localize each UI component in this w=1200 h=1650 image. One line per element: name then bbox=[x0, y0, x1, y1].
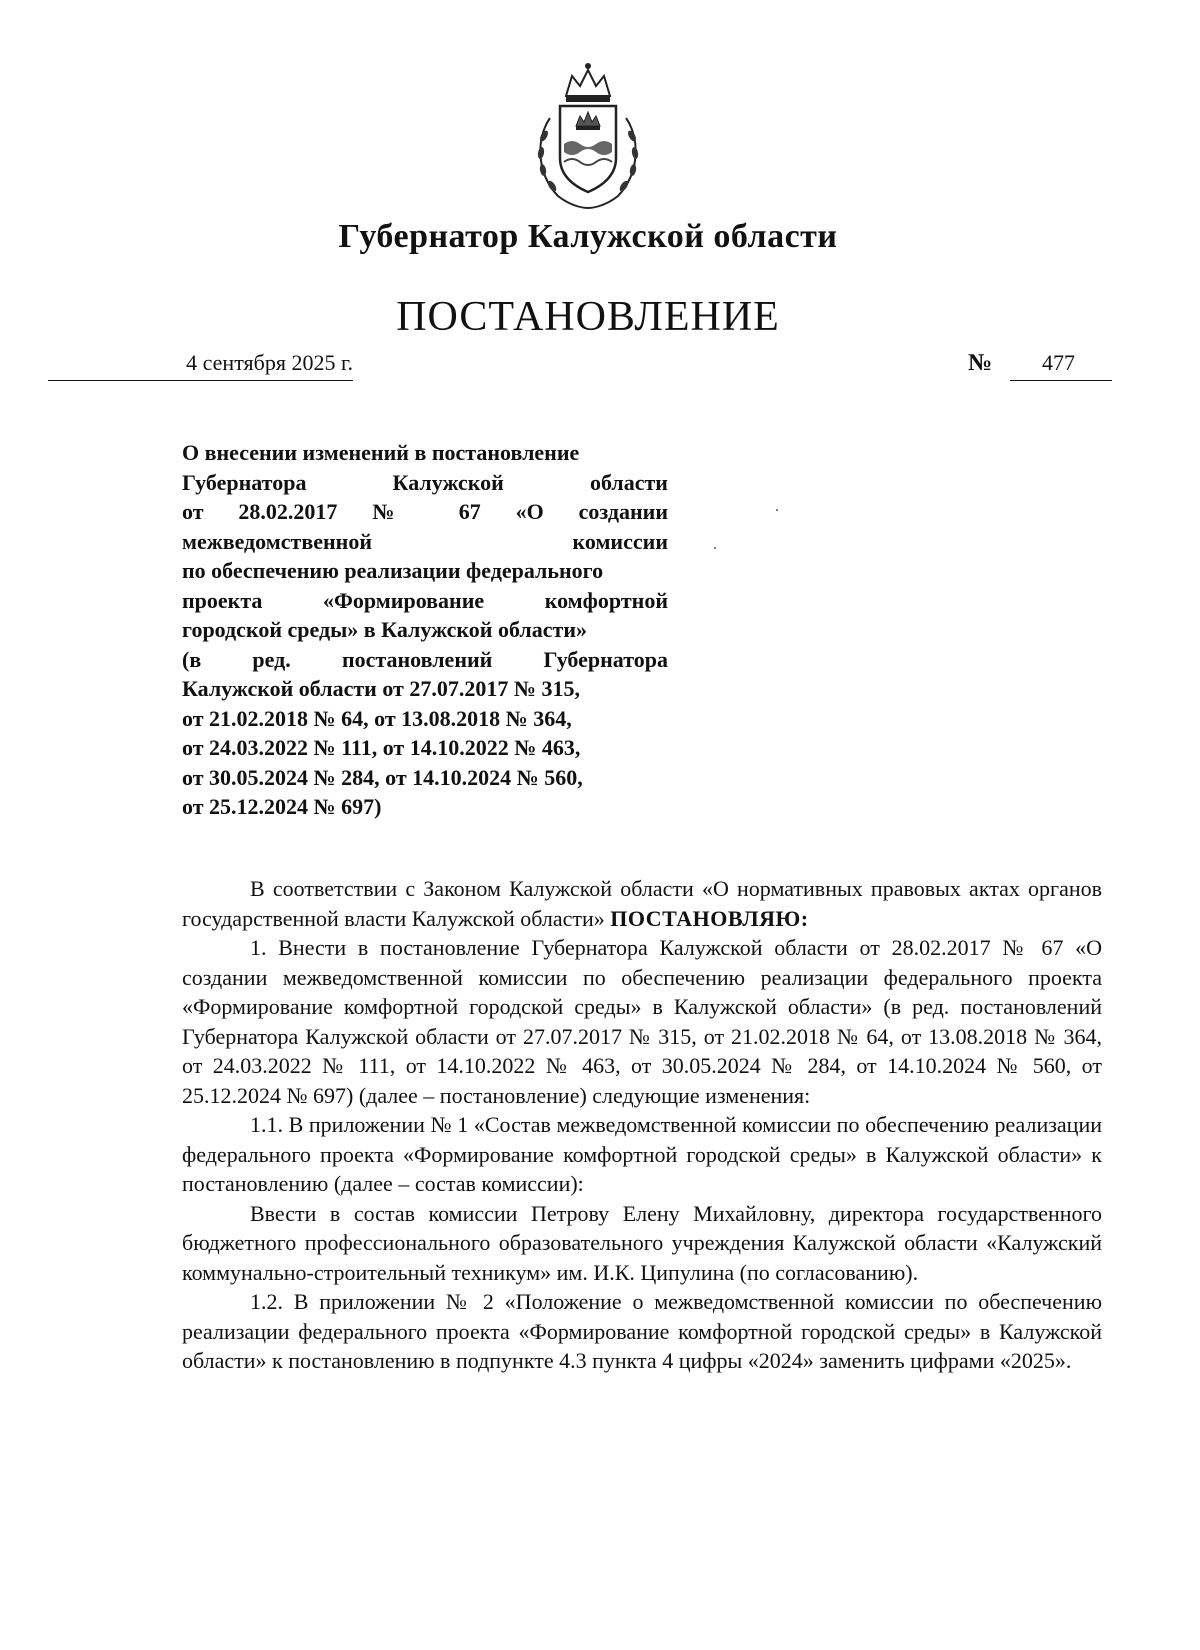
subject-line: Калужской области от 27.07.2017 № 315, bbox=[182, 676, 580, 701]
resolve-keyword: ПОСТАНОВЛЯЮ: bbox=[610, 905, 809, 931]
subject-line: О внесении изменений в постановление bbox=[182, 440, 580, 465]
document-date: 4 сентября 2025 г. bbox=[186, 350, 353, 375]
date-field bbox=[48, 350, 353, 381]
org-title: Губернатор Калужской области bbox=[338, 218, 838, 255]
subject-line: проекта «Формирование комфортной bbox=[182, 587, 668, 613]
document-subject bbox=[182, 438, 668, 822]
subject-line: от 24.03.2022 № 111, от 14.10.2022 № 463, bbox=[182, 735, 581, 760]
preamble-text: В соответствии с Законом Калужской области «О нормативных правовых актах органов государственной власти Калужской области» bbox=[182, 876, 1102, 931]
subject-line: от 28.02.2017 № 67 «О создании bbox=[182, 499, 668, 524]
clause-1-1-text: Ввести в состав комиссии Петрову Елену Михайловну, директора государственного бюджетного профессионального образовательного учреждения Калужской области «Калужский коммунально-строительный техникум» им. И.К. Ципулина (по согласованию). bbox=[182, 1200, 1102, 1285]
scan-speck bbox=[776, 509, 778, 511]
document-number: 477 bbox=[1042, 350, 1075, 375]
number-field bbox=[1010, 350, 1112, 381]
subject-line: по обеспечению реализации федерального bbox=[182, 558, 604, 583]
subject-line: городской среды» в Калужской области» bbox=[182, 617, 587, 642]
scan-speck bbox=[714, 547, 716, 549]
subject-line: от 25.12.2024 № 697) bbox=[182, 794, 382, 819]
subject-line: (в ред. постановлений Губернатора bbox=[182, 646, 668, 672]
document-body bbox=[182, 874, 1102, 1376]
subject-line: от 21.02.2018 № 64, от 13.08.2018 № 364, bbox=[182, 705, 572, 731]
subject-line: межведомственной комиссии bbox=[182, 528, 668, 554]
subject-line: Губернатора Калужской области bbox=[182, 469, 668, 495]
preamble-paragraph bbox=[182, 874, 1102, 933]
clause-1-1: 1.1. В приложении № 1 «Состав межведомственной комиссии по обеспечению реализации федерального проекта «Формирование комфортной городской среды» в Калужской области» к постановлению (далее – состав комиссии): bbox=[182, 1112, 1102, 1196]
coat-of-arms-emblem bbox=[528, 58, 648, 210]
document-type: ПОСТАНОВЛЕНИЕ bbox=[396, 294, 780, 340]
subject-line: от 30.05.2024 № 284, от 14.10.2024 № 560, bbox=[182, 764, 583, 790]
number-label: № bbox=[968, 350, 993, 376]
clause-1: 1. Внести в постановление Губернатора Калужской области от 28.02.2017 № 67 «О создании межведомственной комиссии по обеспечению реализации федерального проекта «Формирование комфортной городской среды» в Калужской области» (в ред. постановлений Губернатора Калужской области от 27.07.2017 № 315, от 21.02.2018 № 64, от 13.08.2018 № 364, от 24.03.2022 № 111, от 14.10.2022 № 463, от 30.05.2024 № 284, от 14.10.2024 № 560, от 25.12.2024 № 697) (далее – постановление) следующие изменения: bbox=[182, 935, 1102, 1108]
clause-1-2: 1.2. В приложении № 2 «Положение о межведомственной комиссии по обеспечению реализации федерального проекта «Формирование комфортной городской среды» в Калужской области» к постановлению в подпункте 4.3 пункта 4 цифры «2024» заменить цифрами «2025». bbox=[182, 1289, 1102, 1373]
